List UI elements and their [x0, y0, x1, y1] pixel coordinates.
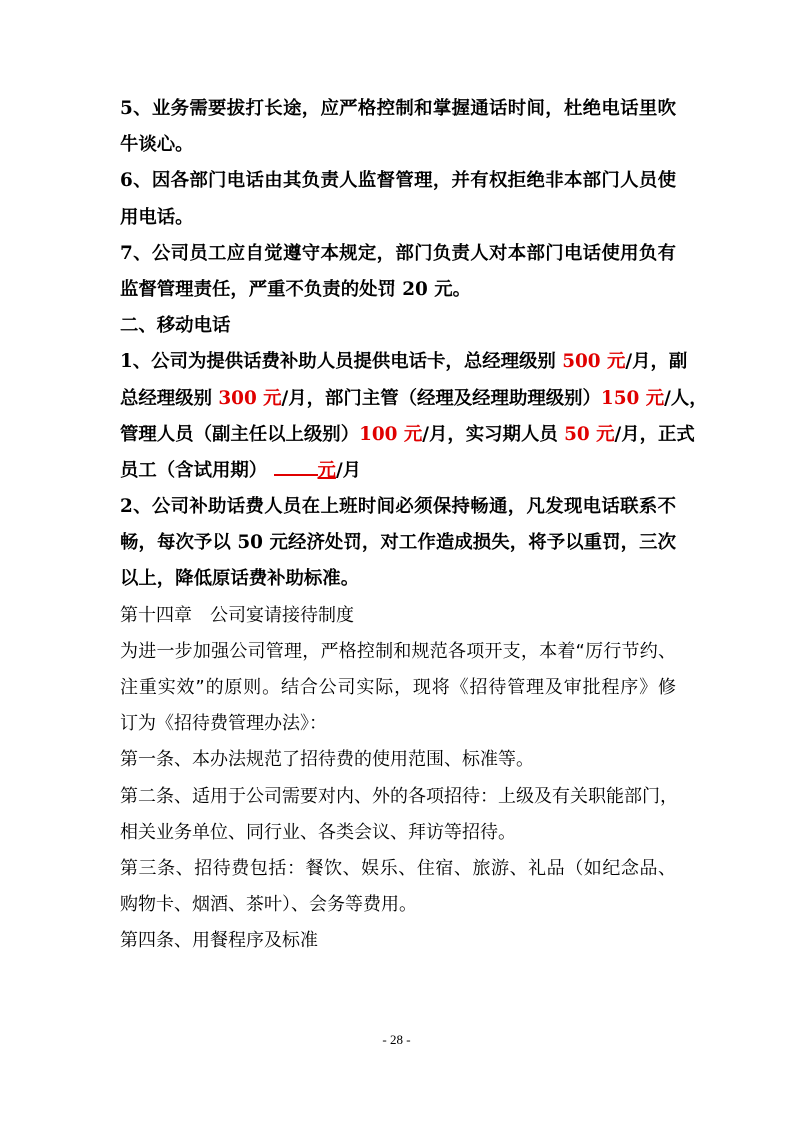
blank-amount-underline	[274, 473, 318, 476]
text: /月，实习期人员	[422, 423, 565, 445]
mobile-item-2-line1: 2、公司补助话费人员在上班时间必须保持畅通，凡发现电话联系不	[120, 496, 676, 518]
article-2-line2: 相关业务单位、同行业、各类会议、拜访等招待。	[120, 821, 516, 843]
article-4: 第四条、用餐程序及标准	[120, 930, 318, 952]
amount-management-staff: 100 元	[359, 423, 423, 445]
amount-intern: 50 元	[564, 423, 615, 445]
mobile-item-1-line2	[120, 381, 708, 417]
rule-item-5-line2: 牛谈心。	[120, 134, 194, 156]
chapter-14-intro-line1: 为进一步加强公司管理，严格控制和规范各项开支，本着“厉行节约、	[120, 640, 676, 662]
text: 管理人员（副主任以上级别）	[120, 423, 360, 445]
text: /月，正式	[614, 423, 695, 445]
mobile-item-1-line1	[120, 344, 688, 380]
rule-item-6-line1: 6、因各部门电话由其负责人监督管理，并有权拒绝非本部门人员使	[120, 170, 676, 192]
mobile-phone-heading: 二、移动电话	[120, 315, 231, 337]
rule-item-7-line1: 7、公司员工应自觉遵守本规定，部门负责人对本部门电话使用负有	[120, 242, 676, 264]
mobile-item-2-line2: 畅，每次予以 50 元经济处罚，对工作造成损失，将予以重罚，三次	[120, 532, 676, 554]
article-3-line2: 购物卡、烟酒、茶叶）、会务等费用。	[120, 894, 417, 916]
chapter-14-intro-line2: 注重实效”的原则。结合公司实际，现将《招待管理及审批程序》修	[120, 677, 676, 698]
amount-department-head: 150 元	[600, 387, 665, 409]
article-2-line1: 第二条、适用于公司需要对内、外的各项招待：上级及有关职能部门，	[120, 785, 678, 807]
text: 员工（含试用期）	[120, 459, 274, 481]
text: /人，	[664, 387, 708, 409]
rule-item-6-line2: 用电话。	[120, 206, 194, 228]
text: /月	[335, 459, 362, 481]
chapter-14-intro-line3: 订为《招待费管理办法》：	[120, 713, 327, 735]
article-1: 第一条、本办法规范了招待费的使用范围、标准等。	[120, 749, 534, 771]
text: 总经理级别	[120, 387, 219, 409]
text: 1、公司为提供话费补助人员提供电话卡，总经理级别	[120, 351, 563, 373]
text: /月，副	[625, 351, 688, 373]
amount-deputy-general-manager: 300 元	[218, 387, 282, 409]
rule-item-7-line2: 监督管理责任，严重不负责的处罚 20 元。	[120, 278, 472, 300]
mobile-item-2-line3: 以上，降低原话费补助标准。	[120, 568, 360, 590]
text: /月，部门主管（经理及经理助理级别）	[281, 387, 601, 409]
amount-regular-staff: 元	[317, 459, 336, 481]
rule-item-5-line1: 5、业务需要拔打长途，应严格控制和掌握通话时间，杜绝电话里吹	[120, 98, 676, 119]
article-3-line1: 第三条、招待费包括：餐饮、娱乐、住宿、旅游、礼品（如纪念品、	[120, 857, 676, 879]
amount-general-manager: 500 元	[562, 351, 626, 373]
mobile-item-1-line3	[120, 417, 695, 453]
chapter-14-title: 第十四章 公司宴请接待制度	[120, 604, 354, 626]
document-body	[120, 91, 708, 960]
mobile-item-1-line4	[120, 453, 676, 489]
page-number: - 28 -	[382, 1032, 411, 1047]
